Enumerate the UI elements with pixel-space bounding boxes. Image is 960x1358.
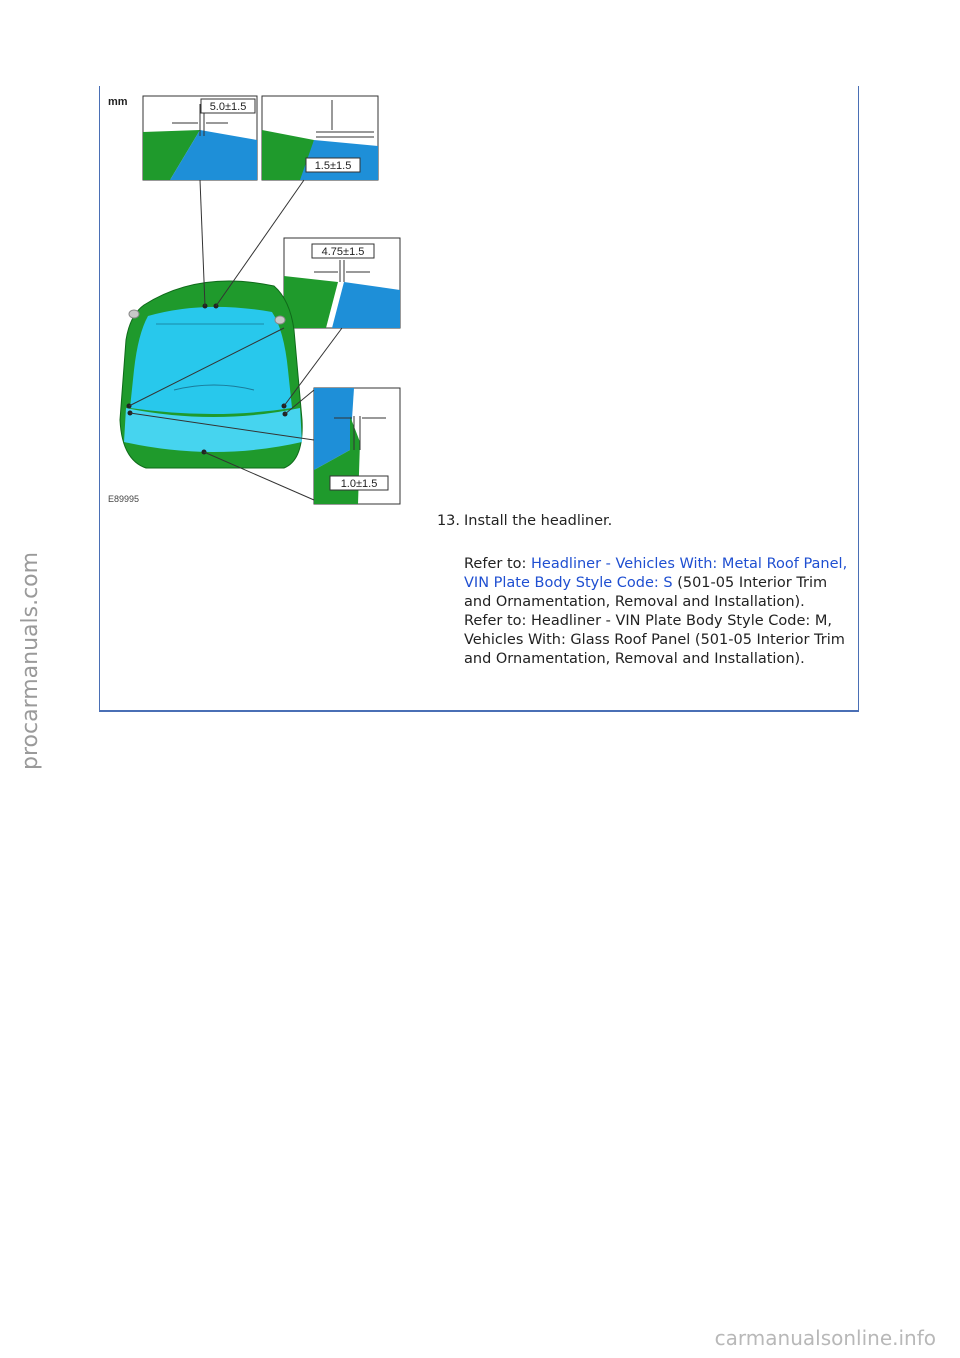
vehicle-rear-view [120,281,302,468]
step-title: Install the headliner. [464,513,613,529]
figure-id: E89995 [108,494,140,504]
reference-2: Refer to: Headliner - VIN Plate Body Style Code: M, Vehicles With: Glass Roof Panel (501-05 Interior Trim and Ornamentation, Removal and Installation). [464,613,845,667]
watermark-left: procarmanuals.com [18,551,43,770]
detail-middle-right [284,238,400,328]
detail-top-left [143,96,257,180]
step-references [464,555,854,669]
detail-top-right [262,96,378,180]
unit-label: mm [108,96,128,108]
headliner-gap-figure [104,90,404,510]
reference-1-prefix: Refer to: [464,556,531,572]
headliner-metal-roof-link[interactable]: Headliner - Vehicles With: Metal Roof Panel, VIN Plate Body Style Code: S [464,556,848,591]
callout-gap-2: 1.5±1.5 [314,160,352,172]
callout-gap-1: 5.0±1.5 [209,101,247,113]
watermark-bottom: carmanualsonline.info [714,1326,936,1350]
callout-gap-4: 1.0±1.5 [340,478,378,490]
callout-gap-3: 4.75±1.5 [321,246,365,258]
reference-1 [464,555,854,612]
detail-bottom-right [314,388,400,504]
reference-1-suffix: (501-05 Interior Trim and Ornamentation, Removal and Installation). [464,575,828,610]
step-number: 13. [436,513,460,529]
